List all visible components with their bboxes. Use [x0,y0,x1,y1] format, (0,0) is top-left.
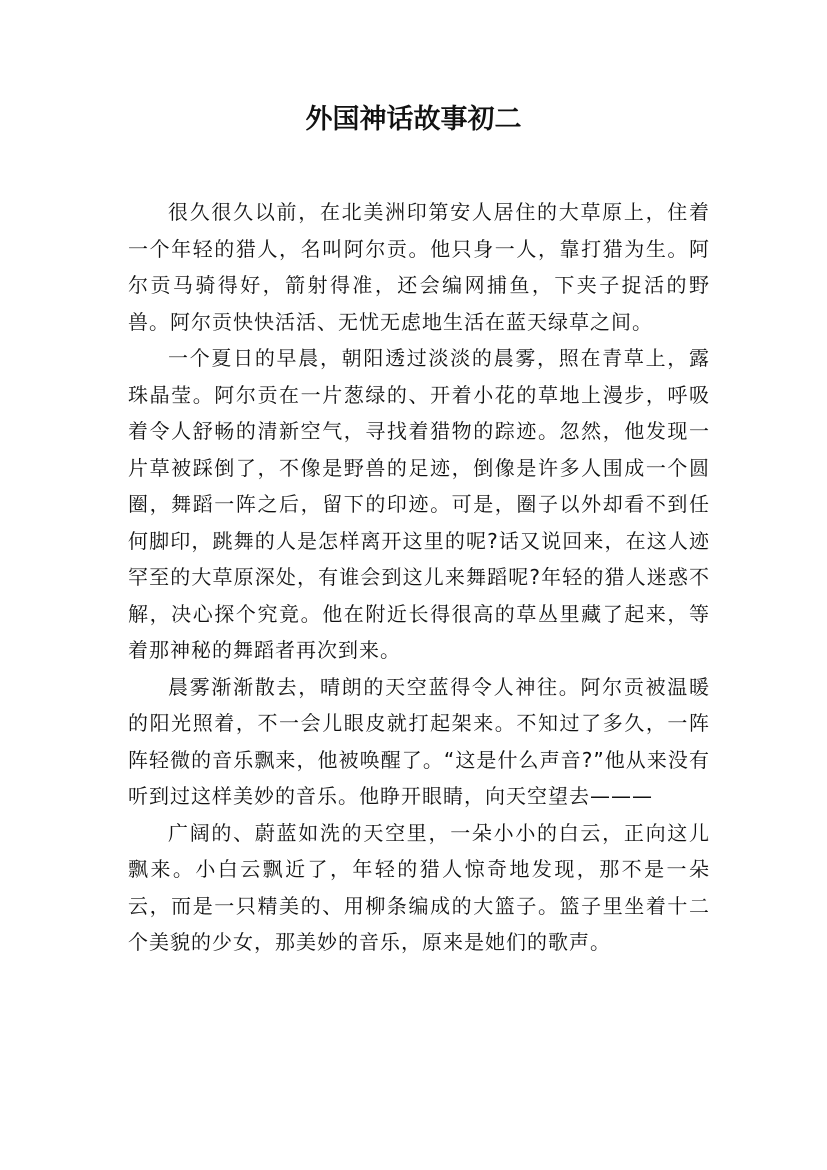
document-body [128,194,710,961]
paragraph: 晨雾渐渐散去，晴朗的天空蓝得令人神往。阿尔贡被温暖的阳光照着，不一会儿眼皮就打起架来。不知过了多久，一阵阵轻微的音乐飘来，他被唤醒了。“这是什么声音?”他从来没有听到过这样美妙的音乐。他睁开眼睛，向天空望去——— [128,674,710,808]
paragraph: 广阔的、蔚蓝如洗的天空里，一朵小小的白云，正向这儿飘来。小白云飘近了，年轻的猎人惊奇地发现，那不是一朵云，而是一只精美的、用柳条编成的大篮子。篮子里坐着十二个美貌的少女，那美妙的音乐，原来是她们的歌声。 [128,820,710,954]
document-title: 外国神话故事初二 [305,104,522,135]
paragraph: 很久很久以前，在北美洲印第安人居住的大草原上，住着一个年轻的猎人，名叫阿尔贡。他只身一人，靠打猎为生。阿尔贡马骑得好，箭射得准，还会编网捕鱼，下夹子捉活的野兽。阿尔贡快快活活、无忧无虑地生活在蓝天绿草之间。 [128,200,710,334]
paragraph: 一个夏日的早晨，朝阳透过淡淡的晨雾，照在青草上，露珠晶莹。阿尔贡在一片葱绿的、开着小花的草地上漫步，呼吸着令人舒畅的清新空气，寻找着猎物的踪迹。忽然，他发现一片草被踩倒了，不像是野兽的足迹，倒像是许多人围成一个圆圈，舞蹈一阵之后，留下的印迹。可是，圈子以外却看不到任何脚印，跳舞的人是怎样离开这里的呢?话又说回来，在这人迹罕至的大草原深处，有谁会到这儿来舞蹈呢?年轻的猎人迷惑不解，决心探个究竟。他在附近长得很高的草丛里藏了起来，等着那神秘的舞蹈者再次到来。 [128,346,710,662]
